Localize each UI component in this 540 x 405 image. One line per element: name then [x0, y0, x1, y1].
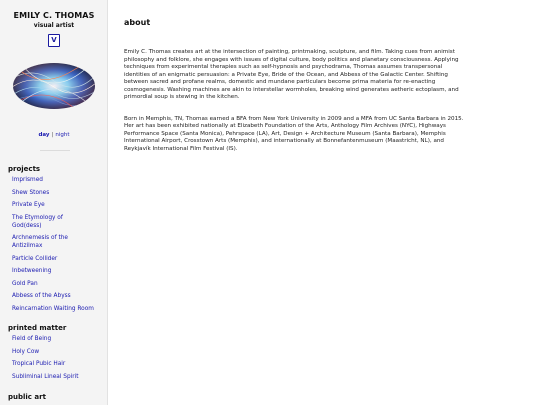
site-name[interactable]: EMILY C. THOMAS — [13, 11, 95, 20]
mode-toggle — [0, 132, 108, 138]
page-title: about — [124, 18, 151, 27]
sidebar-divider — [40, 150, 70, 151]
nav-item-particle-collider[interactable]: Particle Collider — [12, 255, 58, 262]
mode-separator: | — [51, 132, 54, 138]
nav-item-archnemesis[interactable]: Archnemesis of the Antizilmax — [12, 235, 68, 249]
nav-item-reincarnation-waiting-room[interactable]: Reincarnation Waiting Room — [12, 305, 94, 312]
nav-item-gold-pan[interactable]: Gold Pan — [12, 280, 38, 287]
night-mode-link[interactable]: night — [55, 132, 70, 138]
nav-item-tropical-pubic-hair[interactable]: Tropical Pubic Hair — [12, 361, 66, 367]
day-mode-link[interactable]: day — [38, 132, 50, 138]
nav-printed-matter-title: printed matter — [8, 324, 67, 332]
nav-item-etymology-of-goddess[interactable]: The Etymology of God(dess) — [12, 214, 63, 229]
logo-icon[interactable]: V — [48, 34, 60, 47]
site-subtitle: visual artist — [33, 22, 75, 29]
nav-item-field-of-being[interactable]: Field of Being — [12, 336, 52, 342]
nav-item-holy-cow[interactable]: Holy Cow — [12, 348, 40, 355]
artwork-image[interactable] — [12, 61, 96, 111]
about-paragraph-1: Emily C. Thomas creates art at the intersection of painting, printmaking, sculpture, and film. Taking cues from animist philosophy and folklore, she engages with issues of digital culture, body politics and planetary consciousness. Applying techniques from experimental therapies such as self-hypnosis and psychodrama, Thomas assumes transpersonal identities of an enigmatic persuasion: a Private Eye, Bride of the Ocean, and Abbess of the Galactic Center. Shifting between sacred and profane realms, domestic and mundane particulars become prima materia for re-enacting cosmogenesis. Washing machines are akin to interstellar wormholes, breaking wind generates aetheric ectoplasm, and primordial soup is stewing in the kitchen. — [124, 49, 459, 100]
nav-item-imprismed[interactable]: Imprismed — [12, 177, 43, 183]
nav-projects-title: projects — [8, 165, 41, 173]
nav-item-abbess-of-the-abyss[interactable]: Abbess of the Abyss — [12, 293, 71, 299]
nav-public-art-title: public art — [8, 393, 46, 401]
nav-item-private-eye[interactable]: Private Eye — [12, 202, 45, 208]
main-content — [124, 18, 464, 167]
nav-projects — [8, 165, 104, 317]
nav-item-subliminal-lineal-spirit[interactable]: Subliminal Lineal Spirit — [12, 373, 79, 380]
nav-public-art — [8, 393, 46, 404]
sidebar — [0, 0, 108, 405]
about-paragraph-2: Born in Memphis, TN, Thomas earned a BFA from New York University in 2009 and a MFA from UC Santa Barbara in 2015. Her art has been exhibited nationally at Elizabeth Foundation of the Arts, Anthology Film Archives (NYC), Highways Performance Space (Santa Monica), Pehrspace (LA), Art, Design + Architecture Museum (Santa Barbara), Memphis International Airport, Crosstown Arts (Memphis), and internationally at Bonnefantenmuseum (Maastricht, NL), and Reykjavík International Film Festival (IS). — [124, 115, 464, 152]
nav-item-inbetweening[interactable]: Inbetweening — [12, 268, 52, 274]
nav-printed-matter — [8, 324, 104, 385]
nav-item-shew-stones[interactable]: Shew Stones — [12, 189, 50, 196]
